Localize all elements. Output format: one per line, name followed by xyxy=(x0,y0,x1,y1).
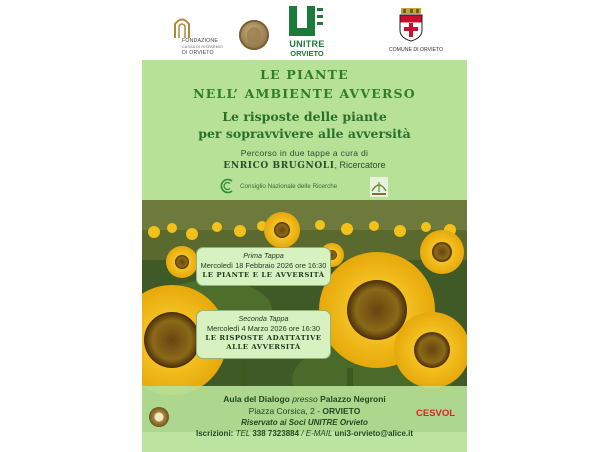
event-box-second xyxy=(196,310,331,359)
event-stage: Seconda Tappa xyxy=(238,314,289,323)
contact-prefix: Iscrizioni: xyxy=(195,429,234,438)
unitre-mark-icon xyxy=(289,6,323,36)
cnr-name: Consiglio Nazionale delle Ricerche xyxy=(240,183,338,190)
curator-name: ENRICO BRUGNOLI xyxy=(223,161,335,171)
event-date: Mercoledì 18 Febbraio 2026 ore 16:30 xyxy=(200,261,327,270)
comune-label: COMUNE DI ORVIETO xyxy=(388,47,444,53)
contact-separator: / xyxy=(301,429,304,438)
poster-header xyxy=(142,0,467,60)
fondazione-city: DI ORVIETO xyxy=(182,50,214,56)
subtitle-line-1: Le risposte delle piante xyxy=(222,109,387,124)
contact-line xyxy=(142,429,467,438)
venue-name: Aula del Dialogo xyxy=(223,394,290,404)
event-title: LE PIANTE E LE AVVERSITÀ xyxy=(202,271,325,279)
title-band xyxy=(142,60,467,200)
fondazione-logo xyxy=(162,8,242,60)
curator xyxy=(142,160,467,171)
venue xyxy=(142,394,467,404)
event-title xyxy=(197,334,330,351)
unitre-logo xyxy=(282,6,332,58)
fondazione-sub: CASSA DI RISPARMIO xyxy=(182,45,224,49)
address-street: Piazza Corsica, 2 - xyxy=(248,406,320,416)
coin-emblem-icon xyxy=(239,20,269,50)
institute-emblem-icon xyxy=(370,177,388,197)
cnr-logo xyxy=(220,178,390,196)
event-date: Mercoledì 4 Marzo 2026 ore 16:30 xyxy=(207,324,320,333)
event-poster xyxy=(142,0,467,452)
curated-by: Percorso in due tappe a cura di xyxy=(240,148,369,158)
title-line-2: NELL’ AMBIENTE AVVERSO xyxy=(193,86,416,101)
info-panel xyxy=(142,386,467,452)
event-stage: Prima Tappa xyxy=(243,251,284,260)
unitre-name: UNITRE xyxy=(289,39,325,49)
curator-role: , Ricercatore xyxy=(334,160,386,170)
comune-logo xyxy=(376,6,446,58)
comune-crest-icon xyxy=(398,8,424,42)
contact-tel-label: TEL xyxy=(235,429,251,438)
venue-building: Palazzo Negroni xyxy=(320,394,386,404)
reserved-note: Riservato ai Soci UNITRE Orvieto xyxy=(241,418,368,427)
subtitle-line-2: per sopravvivere alle avversità xyxy=(198,126,411,141)
event-title-line-2: ALLE AVVERSITÀ xyxy=(226,342,301,351)
fondazione-text xyxy=(182,38,223,56)
event-title-line-1: LE RISPOSTE ADATTATIVE xyxy=(205,334,322,342)
title-line-1: LE PIANTE xyxy=(260,67,349,82)
fondazione-label: FONDAZIONE xyxy=(182,38,219,44)
address-city: ORVIETO xyxy=(322,406,361,416)
contact-email-label: E-MAIL xyxy=(305,429,333,438)
contact-email: uni3-orvieto@alice.it xyxy=(334,429,413,438)
fondazione-emblem-icon xyxy=(172,14,192,40)
contact-tel: 338 7323884 xyxy=(252,429,300,438)
venue-presso: presso xyxy=(292,394,318,404)
unitre-city: ORVIETO xyxy=(290,49,324,58)
event-box-first xyxy=(196,247,331,286)
cnr-logo-icon xyxy=(220,178,236,194)
cesvol-logo: CESVOL xyxy=(416,408,456,419)
